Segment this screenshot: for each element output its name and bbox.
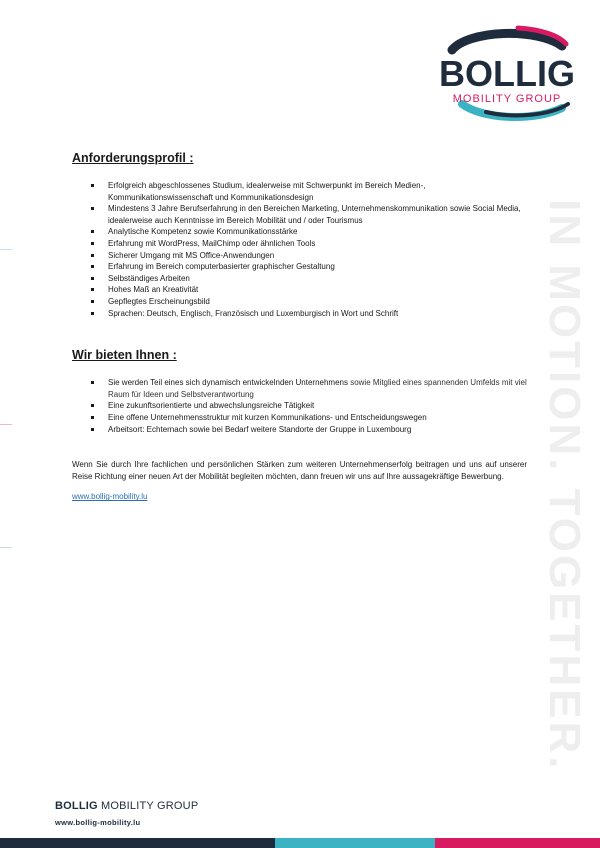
- offer-heading: Wir bieten Ihnen :: [72, 348, 177, 363]
- bullet-icon: [91, 254, 94, 257]
- bullet-icon: [91, 230, 94, 233]
- list-item: [72, 180, 527, 203]
- footer-bar-navy: [0, 838, 275, 848]
- list-item-text: Sicherer Umgang mit MS Office-Anwendungen: [108, 250, 275, 260]
- list-item: [72, 284, 527, 296]
- list-item: [72, 203, 527, 226]
- footer-brand-rest: MOBILITY GROUP: [97, 800, 199, 812]
- logo-wordmark: BOLLIG: [439, 53, 575, 94]
- list-item-text: Eine zukunftsorientierte und abwechslungsreiche Tätigkeit: [108, 401, 315, 411]
- list-item: [72, 296, 527, 308]
- company-logo: [426, 22, 588, 132]
- bullet-icon: [91, 381, 94, 384]
- footer-url: www.bollig-mobility.lu: [55, 818, 141, 827]
- footer-bar-magenta: [435, 838, 600, 848]
- bullet-icon: [91, 265, 94, 268]
- footer-brand-bold: BOLLIG: [55, 800, 98, 812]
- closing-paragraph: Wenn Sie durch Ihre fachlichen und persönlichen Stärken zum weiteren Unternehmenserfolg beitragen und uns auf unserer Reise Richtung einer neuen Art der Mobilität begleiten möchten, dann freuen wir uns auf Ihre aussagekräftige Bewerbung.: [72, 460, 527, 481]
- list-item: [72, 400, 527, 412]
- logo-subline: MOBILITY GROUP: [452, 93, 562, 105]
- list-item-text: Eine offene Unternehmensstruktur mit kurzen Kommunikations- und Entscheidungswegen: [108, 412, 427, 422]
- list-item-text: Mindestens 3 Jahre Berufserfahrung in den Bereichen Marketing, Unternehmenskommunikation sowie Social Media, idealerweise auch Kenntnisse im Bereich Mobilität und / oder Tourismus: [108, 204, 521, 225]
- bullet-icon: [91, 184, 94, 187]
- margin-mark: [0, 547, 12, 548]
- offer-item-rest: sowie Mitglied eines spannenden Umfelds mit viel Raum für Ideen und Selbstverantwortung: [108, 378, 527, 399]
- bullet-icon: [91, 300, 94, 303]
- footer-bar-teal: [275, 838, 435, 848]
- list-item: [72, 250, 527, 262]
- slogan-watermark: [538, 140, 590, 830]
- list-item: [72, 261, 527, 273]
- logo-graphic: [426, 22, 588, 132]
- requirements-list: [72, 180, 527, 319]
- bullet-icon: [91, 404, 94, 407]
- list-item-text: Sprachen: Deutsch, Englisch, Französisch und Luxemburgisch in Wort und Schrift: [108, 308, 399, 318]
- requirements-heading: Anforderungsprofil :: [72, 151, 194, 165]
- list-item: [72, 377, 527, 400]
- list-item-text: Erfahrung mit WordPress, MailChimp oder ähnlichen Tools: [108, 238, 316, 248]
- slogan-text: IN MOTION. TOGETHER.: [540, 198, 589, 772]
- list-item-text: Analytische Kompetenz sowie Kommunikationsstärke: [108, 227, 298, 237]
- bullet-icon: [91, 277, 94, 280]
- list-item-text: Arbeitsort: Echternach sowie bei Bedarf weitere Standorte der Gruppe in Luxembourg: [108, 424, 412, 434]
- bullet-icon: [91, 312, 94, 315]
- list-item: [72, 308, 527, 320]
- bullet-icon: [91, 288, 94, 291]
- list-item: [72, 424, 527, 436]
- bullet-icon: [91, 428, 94, 431]
- list-item: [72, 226, 527, 238]
- list-item-text: Erfahrung im Bereich computerbasierter graphischer Gestaltung: [108, 262, 335, 272]
- document-body: [72, 150, 527, 504]
- bullet-icon: [91, 207, 94, 210]
- margin-mark: [0, 424, 12, 425]
- list-item-text: Gepflegtes Erscheinungsbild: [108, 296, 210, 306]
- margin-mark: [0, 249, 12, 250]
- bullet-icon: [91, 416, 94, 419]
- list-item-text: Selbständiges Arbeiten: [108, 273, 190, 283]
- offer-item-lead: Sie werden Teil eines sich dynamisch entwickelnden Unternehmens: [108, 378, 348, 388]
- list-item: [72, 273, 527, 285]
- list-item-text: Erfolgreich abgeschlossenes Studium, idealerweise mit Schwerpunkt im Bereich Medien-, Kommunikationswissenschaft und Kommunikationsdesign: [108, 181, 426, 202]
- list-item: [72, 238, 527, 250]
- footer-brand: [55, 800, 198, 812]
- bullet-icon: [91, 242, 94, 245]
- list-item-text: Hohes Maß an Kreativität: [108, 285, 199, 295]
- list-item: [72, 412, 527, 424]
- offer-list: [72, 377, 527, 435]
- website-link[interactable]: www.bollig-mobility.lu: [72, 492, 148, 502]
